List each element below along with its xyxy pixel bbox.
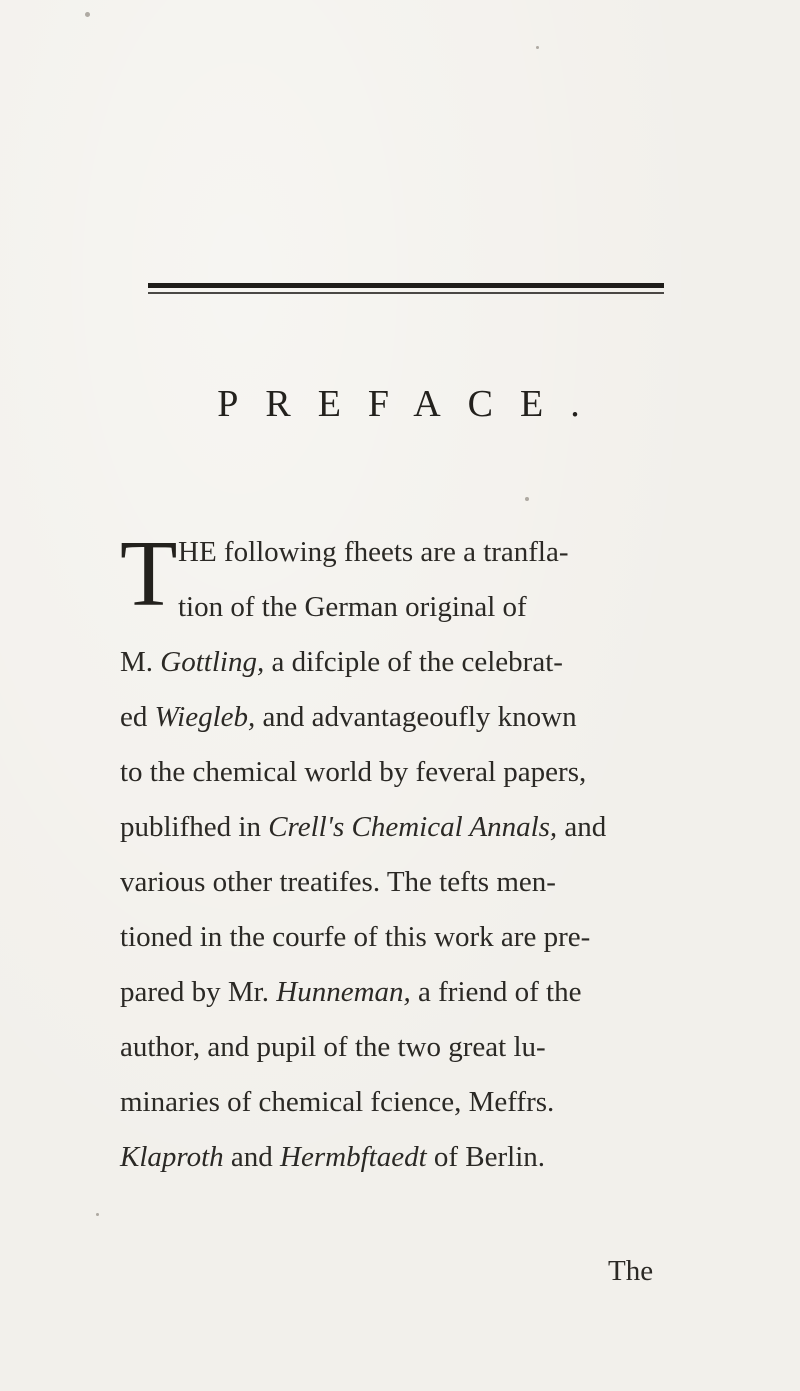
italic-name: Wiegleb,	[154, 701, 256, 733]
text-line	[120, 910, 660, 965]
text-segment: author, and pupil of the two great lu-	[120, 1031, 546, 1063]
text-line	[120, 745, 660, 800]
text-segment: and advantageoufly known	[255, 701, 577, 733]
text-segment: HE following fheets are a tranfla-	[178, 536, 569, 568]
text-segment: a difciple of the celebrat-	[264, 646, 563, 678]
catchword: The	[608, 1255, 654, 1287]
italic-name: Klaproth	[120, 1141, 224, 1173]
text-segment: tioned in the courfe of this work are pre-	[120, 921, 591, 953]
top-rule-thick	[148, 283, 664, 288]
text-line	[120, 1075, 660, 1130]
top-rule-thin	[148, 292, 664, 294]
text-segment: tion of the German original of	[178, 591, 527, 623]
text-segment: to the chemical world by feveral papers,	[120, 756, 587, 788]
text-segment: and	[223, 1141, 281, 1173]
text-line	[120, 690, 660, 745]
text-line	[120, 965, 660, 1020]
text-line	[120, 1020, 660, 1075]
paper-speck	[536, 46, 539, 49]
text-line	[120, 800, 660, 855]
text-segment: a friend of the	[410, 976, 582, 1008]
paper-speck	[85, 12, 90, 17]
italic-name: Gottling,	[160, 646, 265, 678]
italic-title: Crell's Chemical Annals,	[268, 811, 558, 843]
text-segment: pared by Mr.	[120, 976, 277, 1008]
text-line	[120, 1130, 660, 1185]
text-line	[120, 525, 660, 580]
text-segment: ed	[120, 701, 155, 733]
drop-cap: T	[120, 522, 178, 626]
text-line	[120, 855, 660, 910]
paper-speck	[525, 497, 529, 501]
text-line	[120, 635, 660, 690]
text-segment: minaries of chemical fcience, Meffrs.	[120, 1086, 555, 1118]
text-segment: M.	[120, 646, 161, 678]
paper-speck	[96, 1213, 99, 1216]
text-segment: and	[557, 811, 607, 843]
italic-name: Hunneman,	[276, 976, 411, 1008]
text-line	[120, 580, 660, 635]
preface-paragraph	[120, 522, 660, 1185]
text-segment: of Berlin.	[426, 1141, 546, 1173]
text-segment: publifhed in	[120, 811, 269, 843]
italic-name: Hermbftaedt	[280, 1141, 427, 1173]
text-segment: various other treatifes. The tefts men-	[120, 866, 556, 898]
page-heading: PREFACE.	[217, 383, 607, 425]
